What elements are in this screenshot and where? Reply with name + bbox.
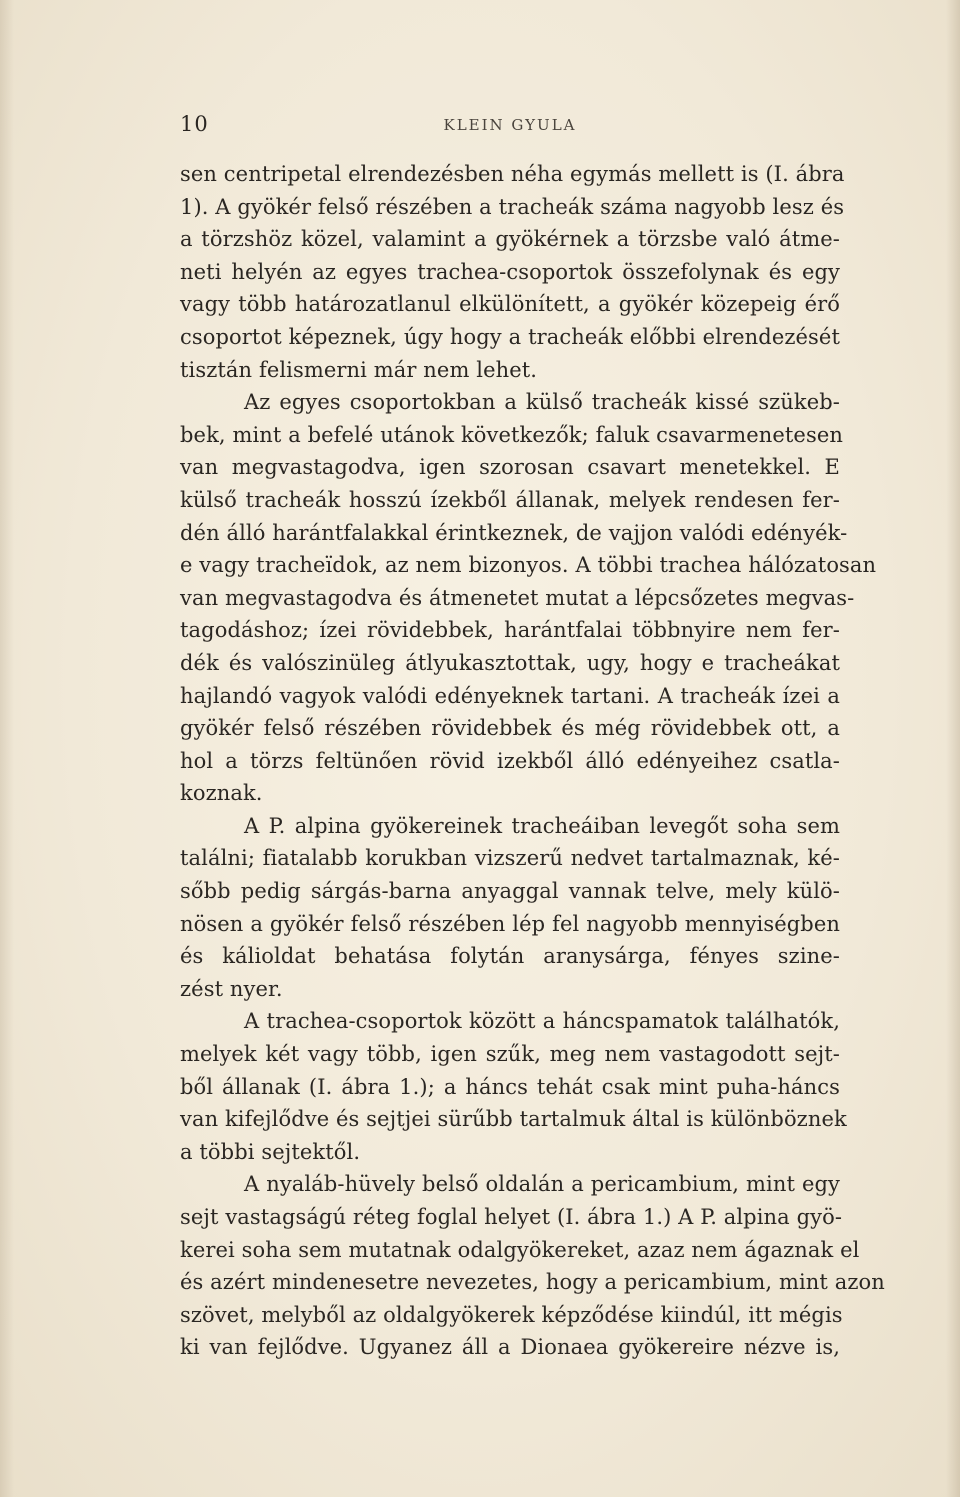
text-line: gyökér felső részében rövidebbek és még rövidebbek ott, a: [180, 716, 840, 741]
text-line: bek, mint a befelé utánok következők; faluk csavarmenetesen: [180, 422, 843, 447]
text-line: hajlandó vagyok valódi edényeknek tartani. A tracheák ízei a: [180, 683, 840, 708]
text-line: zést nyer.: [180, 976, 283, 1001]
text-line: 1). A gyökér felső részében a tracheák száma nagyobb lesz és: [180, 194, 845, 219]
text-line: csoportot képeznek, úgy hogy a tracheák előbbi elrendezését: [180, 324, 840, 349]
page-edge-right: [946, 0, 960, 1497]
text-line: nösen a gyökér felső részében lép fel nagyobb mennyiségben: [180, 911, 840, 936]
text-line: dék és valószinüleg átlyukasztottak, ugy, hogy e tracheákat: [180, 650, 840, 675]
text-line: külső tracheák hosszú ízekből állanak, melyek rendesen fer-: [180, 487, 840, 512]
page-number: 10: [180, 112, 209, 136]
text-line: melyek két vagy több, igen szűk, meg nem vastagodott sejt-: [180, 1042, 840, 1067]
text-line: hol a törzs feltünően rövid izekből álló edényeihez csatla-: [180, 748, 840, 773]
text-line: van megvastagodva és átmenetet mutat a lépcsőzetes megvas-: [180, 585, 855, 610]
paragraph-first-line: Az egyes csoportokban a külső tracheák kissé szükeb-: [244, 390, 840, 415]
text-line: a törzshöz közel, valamint a gyökérnek a törzsbe való átme-: [180, 227, 840, 252]
text-line: a többi sejtektől.: [180, 1139, 361, 1164]
text-line: ki van fejlődve. Ugyanez áll a Dionaea gyökereire nézve is,: [180, 1335, 840, 1360]
text-line: találni; fiatalabb korukban vizszerű nedvet tartalmaznak, ké-: [180, 846, 840, 871]
text-line: és kálioldat behatása folytán aranysárga, fényes szine-: [180, 944, 840, 969]
paragraph-first-line: A nyaláb-hüvely belső oldalán a pericambium, mint egy: [244, 1172, 840, 1197]
page-header: [180, 112, 840, 142]
text-line: ből állanak (I. ábra 1.); a háncs tehát csak mint puha-háncs: [180, 1074, 840, 1099]
page-edge-left: [0, 0, 14, 1497]
text-line: tisztán felismerni már nem lehet.: [180, 357, 538, 382]
text-line: vagy több határozatlanul elkülönített, a gyökér közepeig érő: [180, 292, 840, 317]
running-head: KLEIN GYULA: [443, 116, 577, 134]
paragraph-first-line: A trachea-csoportok között a háncspamatok találhatók,: [244, 1009, 840, 1034]
text-line: kerei soha sem mutatnak odalgyökereket, azaz nem ágaznak el: [180, 1237, 860, 1262]
text-line: és azért mindenesetre nevezetes, hogy a pericambium, mint azon: [180, 1270, 885, 1295]
text-line: sőbb pedig sárgás-barna anyaggal vannak telve, mely külö-: [180, 879, 840, 904]
text-line: tagodáshoz; ízei rövidebbek, harántfalai többnyire nem fer-: [180, 618, 840, 643]
text-line: e vagy tracheïdok, az nem bizonyos. A többi trachea hálózatosan: [180, 553, 877, 578]
paragraph-first-line: A P. alpina gyökereinek tracheáiban levegőt soha sem: [244, 813, 840, 838]
text-line: neti helyén az egyes trachea-csoportok összefolynak és egy: [180, 259, 840, 284]
text-line: van megvastagodva, igen szorosan csavart menetekkel. E: [180, 455, 840, 480]
text-line: van kifejlődve és sejtjei sürűbb tartalmuk által is különböznek: [180, 1107, 847, 1132]
text-line: koznak.: [180, 781, 263, 806]
text-line: dén álló harántfalakkal érintkeznek, de vajjon valódi edényék-: [180, 520, 848, 545]
body-text: [180, 158, 885, 1364]
text-line: sejt vastagságú réteg foglal helyet (I. ábra 1.) A P. alpina gyö-: [180, 1205, 843, 1229]
text-line: sen centripetal elrendezésben néha egymás mellett is (I. ábra: [180, 162, 845, 186]
text-line: szövet, melyből az oldalgyökerek képződése kiindúl, itt mégis: [180, 1302, 843, 1327]
